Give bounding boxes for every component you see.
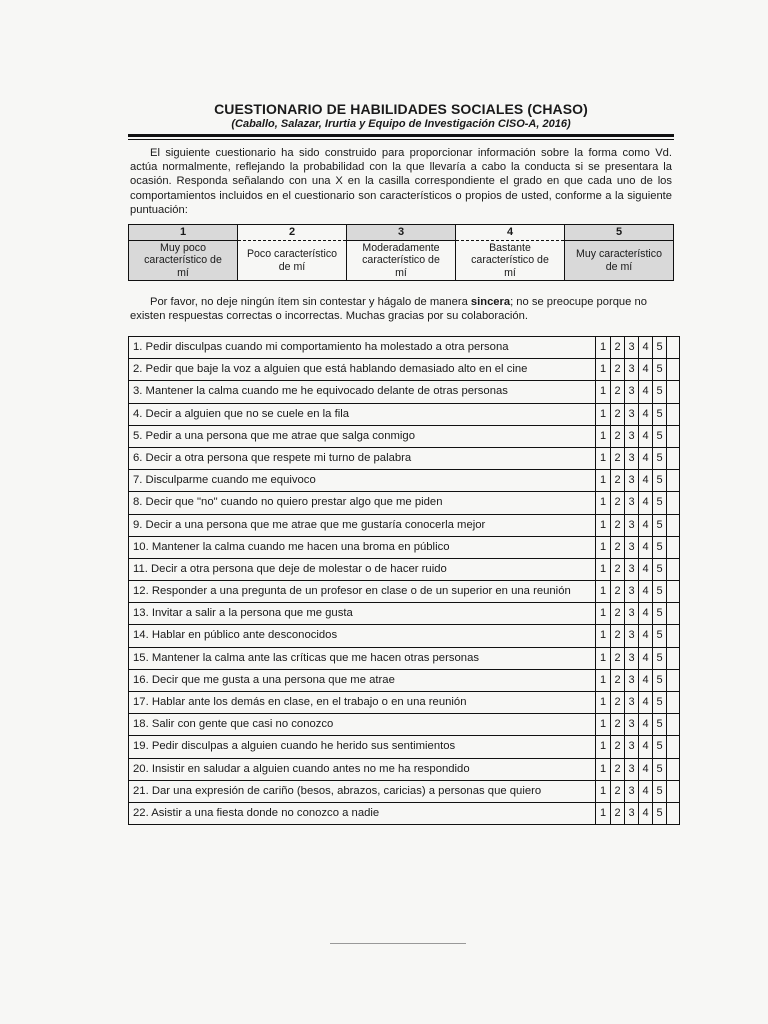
rating-option-3[interactable]: 3	[624, 337, 638, 358]
row-end-cell	[666, 448, 679, 469]
rating-option-3[interactable]: 3	[624, 404, 638, 425]
rating-option-1[interactable]: 1	[599, 496, 607, 509]
rating-option-4[interactable]: 4	[638, 426, 652, 447]
instructions-note	[130, 295, 672, 324]
rating-option-3[interactable]: 3	[624, 426, 638, 447]
row-end-cell	[666, 337, 679, 358]
rating-option-1[interactable]: 1	[599, 585, 607, 598]
rating-option-4[interactable]: 4	[638, 337, 652, 358]
rating-option-3[interactable]: 3	[624, 759, 638, 780]
document-subtitle: (Caballo, Salazar, Irurtia y Equipo de Investigación CISO-A, 2016)	[231, 118, 571, 130]
item-row	[129, 758, 679, 780]
rating-option-3[interactable]: 3	[624, 803, 638, 824]
row-end-cell	[666, 515, 679, 536]
item-options	[595, 803, 666, 824]
item-row	[129, 358, 679, 380]
rating-option-3[interactable]: 3	[624, 670, 638, 691]
item-row	[129, 802, 679, 824]
item-text: 17. Hablar ante los demás en clase, en el trabajo o en una reunión	[133, 696, 467, 708]
rating-option-4[interactable]: 4	[638, 381, 652, 402]
rating-option-4[interactable]: 4	[638, 714, 652, 735]
rating-option-5[interactable]: 5	[652, 625, 666, 646]
rating-option-2[interactable]: 2	[610, 470, 624, 491]
row-end-cell	[666, 603, 679, 624]
scale-number: 1	[129, 225, 237, 241]
rating-option-5[interactable]: 5	[652, 781, 666, 802]
rating-option-1[interactable]: 1	[599, 341, 607, 353]
rating-option-2[interactable]: 2	[610, 404, 624, 425]
rating-option-5[interactable]: 5	[652, 359, 666, 380]
rating-option-4[interactable]: 4	[638, 648, 652, 669]
item-text: 18. Salir con gente que casi no conozco	[133, 718, 334, 731]
scale-number: 4	[456, 225, 564, 241]
rating-option-1[interactable]: 1	[599, 363, 607, 376]
rating-option-1[interactable]: 1	[599, 784, 607, 797]
scale-label: Bastante característico de mí	[471, 241, 549, 279]
scale-column-3	[346, 225, 455, 280]
item-row	[129, 713, 679, 735]
rating-option-1[interactable]: 1	[599, 806, 607, 819]
rating-option-1[interactable]: 1	[599, 718, 607, 731]
note-text-after: ; no se preocupe porque no existen respuestas correctas o incorrectas. Muchas gracias por su colaboración.	[130, 296, 647, 323]
rating-option-5[interactable]: 5	[652, 603, 666, 624]
rating-option-3[interactable]: 3	[624, 736, 638, 757]
rating-option-2[interactable]: 2	[610, 781, 624, 802]
title-rule-thin	[128, 139, 674, 140]
rating-option-3[interactable]: 3	[624, 515, 638, 536]
item-row	[129, 536, 679, 558]
item-row	[129, 624, 679, 646]
rating-option-3[interactable]: 3	[624, 781, 638, 802]
item-row	[129, 647, 679, 669]
rating-option-4[interactable]: 4	[638, 803, 652, 824]
item-row	[129, 380, 679, 402]
item-row	[129, 669, 679, 691]
item-text: 2. Pedir que baje la voz a alguien que está hablando demasiado alto en el cine	[133, 363, 528, 376]
item-options	[595, 470, 666, 491]
item-text: 21. Dar una expresión de cariño (besos, abrazos, caricias) a personas que quiero	[133, 784, 542, 797]
item-row	[129, 691, 679, 713]
rating-option-5[interactable]: 5	[652, 559, 666, 580]
row-end-cell	[666, 559, 679, 580]
scale-number: 2	[238, 225, 346, 241]
item-options	[595, 359, 666, 380]
item-options	[595, 625, 666, 646]
item-text: 20. Insistir en saludar a alguien cuando antes no me ha respondido	[133, 762, 470, 775]
item-row	[129, 469, 679, 491]
rating-option-4[interactable]: 4	[638, 670, 652, 691]
rating-option-3[interactable]: 3	[624, 714, 638, 735]
item-text: 7. Disculparme cuando me equivoco	[133, 474, 316, 487]
rating-option-1[interactable]: 1	[599, 629, 607, 642]
rating-option-2[interactable]: 2	[610, 670, 624, 691]
rating-option-5[interactable]: 5	[652, 515, 666, 536]
rating-option-2[interactable]: 2	[610, 337, 624, 358]
rating-option-3[interactable]: 3	[624, 537, 638, 558]
rating-option-4[interactable]: 4	[638, 759, 652, 780]
scale-label: Muy característico de mí	[565, 241, 673, 280]
rating-option-2[interactable]: 2	[610, 537, 624, 558]
rating-option-2[interactable]: 2	[610, 581, 624, 602]
rating-option-1[interactable]: 1	[599, 651, 607, 664]
rating-option-3[interactable]: 3	[624, 359, 638, 380]
scale-label: Moderadamente característico de mí	[362, 241, 440, 279]
rating-option-3[interactable]: 3	[624, 381, 638, 402]
rating-option-3[interactable]: 3	[624, 603, 638, 624]
item-text: 4. Decir a alguien que no se cuele en la fila	[133, 407, 350, 420]
row-end-cell	[666, 692, 679, 713]
row-end-cell	[666, 581, 679, 602]
item-row	[129, 780, 679, 802]
row-end-cell	[666, 714, 679, 735]
item-options	[595, 736, 666, 757]
rating-option-4[interactable]: 4	[638, 736, 652, 757]
title-rule-thick	[128, 134, 674, 137]
scale-column-5	[564, 225, 673, 280]
row-end-cell	[666, 670, 679, 691]
item-options	[595, 670, 666, 691]
rating-option-1[interactable]: 1	[599, 518, 607, 531]
rating-option-5[interactable]: 5	[652, 381, 666, 402]
intro-paragraph: El siguiente cuestionario ha sido construido para proporcionar información sobre la forma como Vd. actúa normalmente, reflejando la probabilidad con la que llevaría a cabo la conducta si se presentara la ocasión. Responda señalando con una X en la casilla correspondiente el grado en que cada uno de los comportamientos incluidos en el cuestionario son característicos o propios de usted, conforme a la siguiente puntuación:	[130, 147, 672, 216]
item-text: 11. Decir a otra persona que deje de molestar o de hacer ruido	[133, 562, 447, 575]
item-row	[129, 514, 679, 536]
row-end-cell	[666, 537, 679, 558]
item-options	[595, 714, 666, 735]
item-text: 15. Mantener la calma ante las críticas que me hacen otras personas	[133, 651, 479, 664]
rating-option-4[interactable]: 4	[638, 537, 652, 558]
row-end-cell	[666, 359, 679, 380]
row-end-cell	[666, 470, 679, 491]
rating-option-1[interactable]: 1	[599, 762, 607, 775]
rating-option-2[interactable]: 2	[610, 426, 624, 447]
item-text: 8. Decir que "no" cuando no quiero prestar algo que me piden	[133, 496, 443, 509]
item-text: 14. Hablar en público ante desconocidos	[133, 629, 338, 642]
item-options	[595, 426, 666, 447]
rating-option-4[interactable]: 4	[638, 603, 652, 624]
item-row	[129, 602, 679, 624]
row-end-cell	[666, 381, 679, 402]
rating-option-2[interactable]: 2	[610, 603, 624, 624]
item-options	[595, 537, 666, 558]
rating-option-1[interactable]: 1	[599, 540, 607, 553]
scale-label: Muy poco característico de mí	[129, 241, 237, 280]
item-options	[595, 581, 666, 602]
row-end-cell	[666, 648, 679, 669]
rating-option-4[interactable]: 4	[638, 781, 652, 802]
rating-option-4[interactable]: 4	[638, 559, 652, 580]
row-end-cell	[666, 759, 679, 780]
rating-option-1[interactable]: 1	[599, 385, 607, 398]
rating-option-2[interactable]: 2	[610, 736, 624, 757]
scale-number: 5	[565, 225, 673, 241]
rating-option-2[interactable]: 2	[610, 803, 624, 824]
rating-option-4[interactable]: 4	[638, 581, 652, 602]
item-row	[129, 403, 679, 425]
rating-option-5[interactable]: 5	[652, 736, 666, 757]
item-text: 5. Pedir a una persona que me atrae que salga conmigo	[133, 429, 415, 442]
rating-option-3[interactable]: 3	[624, 581, 638, 602]
rating-option-2[interactable]: 2	[610, 625, 624, 646]
row-end-cell	[666, 781, 679, 802]
item-row	[129, 580, 679, 602]
rating-option-2[interactable]: 2	[610, 559, 624, 580]
rating-option-5[interactable]: 5	[652, 670, 666, 691]
rating-option-1[interactable]: 1	[599, 696, 607, 708]
scale-number: 3	[347, 225, 455, 241]
item-text: 10. Mantener la calma cuando me hacen una broma en público	[133, 540, 450, 553]
item-options	[595, 515, 666, 536]
rating-option-5[interactable]: 5	[652, 648, 666, 669]
item-row	[129, 558, 679, 580]
item-options	[595, 781, 666, 802]
item-options	[595, 759, 666, 780]
item-options	[595, 404, 666, 425]
item-row	[129, 447, 679, 469]
rating-option-5[interactable]: 5	[652, 426, 666, 447]
rating-option-5[interactable]: 5	[652, 404, 666, 425]
scale-column-1	[129, 225, 237, 280]
item-text: 1. Pedir disculpas cuando mi comportamiento ha molestado a otra persona	[133, 341, 509, 353]
item-options	[595, 603, 666, 624]
rating-option-4[interactable]: 4	[638, 625, 652, 646]
item-options	[595, 559, 666, 580]
rating-option-4[interactable]: 4	[638, 448, 652, 469]
rating-option-2[interactable]: 2	[610, 448, 624, 469]
rating-option-5[interactable]: 5	[652, 581, 666, 602]
rating-option-4[interactable]: 4	[638, 692, 652, 713]
items-table	[128, 336, 680, 825]
row-end-cell	[666, 736, 679, 757]
rating-option-1[interactable]: 1	[599, 740, 607, 753]
item-options	[595, 648, 666, 669]
document-title: CUESTIONARIO DE HABILIDADES SOCIALES (CHASO)	[214, 101, 588, 117]
item-row	[129, 337, 679, 358]
row-end-cell	[666, 803, 679, 824]
rating-option-4[interactable]: 4	[638, 515, 652, 536]
rating-option-3[interactable]: 3	[624, 470, 638, 491]
rating-option-1[interactable]: 1	[599, 673, 607, 686]
rating-option-1[interactable]: 1	[599, 474, 607, 487]
item-row	[129, 491, 679, 513]
rating-option-3[interactable]: 3	[624, 448, 638, 469]
scale-column-2	[237, 225, 346, 280]
item-text: 6. Decir a otra persona que respete mi turno de palabra	[133, 451, 412, 464]
note-text-before: Por favor, no deje ningún ítem sin contestar y hágalo de manera	[150, 296, 471, 308]
row-end-cell	[666, 426, 679, 447]
item-options	[595, 381, 666, 402]
rating-option-3[interactable]: 3	[624, 559, 638, 580]
item-text: 22. Asistir a una fiesta donde no conozco a nadie	[133, 806, 380, 819]
rating-option-3[interactable]: 3	[624, 625, 638, 646]
rating-scale-table	[128, 224, 674, 281]
rating-option-4[interactable]: 4	[638, 359, 652, 380]
rating-option-5[interactable]: 5	[652, 448, 666, 469]
scale-label: Poco característico de mí	[246, 248, 338, 273]
rating-option-4[interactable]: 4	[638, 470, 652, 491]
rating-option-1[interactable]: 1	[599, 562, 607, 575]
row-end-cell	[666, 492, 679, 513]
item-options	[595, 492, 666, 513]
item-row	[129, 735, 679, 757]
rating-option-2[interactable]: 2	[610, 648, 624, 669]
item-options	[595, 692, 666, 713]
rating-option-5[interactable]: 5	[652, 692, 666, 713]
item-text: 19. Pedir disculpas a alguien cuando he herido sus sentimientos	[133, 740, 456, 753]
item-options	[595, 337, 666, 358]
rating-option-3[interactable]: 3	[624, 492, 638, 513]
rating-option-3[interactable]: 3	[624, 692, 638, 713]
rating-option-2[interactable]: 2	[610, 714, 624, 735]
rating-option-3[interactable]: 3	[624, 648, 638, 669]
rating-option-4[interactable]: 4	[638, 492, 652, 513]
rating-option-2[interactable]: 2	[610, 759, 624, 780]
rating-option-5[interactable]: 5	[652, 492, 666, 513]
rating-option-2[interactable]: 2	[610, 515, 624, 536]
scale-column-4	[455, 225, 564, 280]
rating-option-1[interactable]: 1	[599, 429, 607, 442]
footer-line	[330, 943, 466, 944]
row-end-cell	[666, 625, 679, 646]
item-row	[129, 425, 679, 447]
item-text: 13. Invitar a salir a la persona que me gusta	[133, 607, 353, 620]
rating-option-5[interactable]: 5	[652, 803, 666, 824]
item-text: 9. Decir a una persona que me atrae que me gustaría conocerla mejor	[133, 518, 486, 531]
row-end-cell	[666, 404, 679, 425]
rating-option-5[interactable]: 5	[652, 470, 666, 491]
item-text: 3. Mantener la calma cuando me he equivocado delante de otras personas	[133, 385, 508, 398]
item-text: 16. Decir que me gusta a una persona que me atrae	[133, 673, 395, 686]
rating-option-1[interactable]: 1	[599, 607, 607, 620]
rating-option-2[interactable]: 2	[610, 492, 624, 513]
rating-option-1[interactable]: 1	[599, 451, 607, 464]
rating-option-1[interactable]: 1	[599, 407, 607, 420]
rating-option-2[interactable]: 2	[610, 381, 624, 402]
rating-option-5[interactable]: 5	[652, 714, 666, 735]
rating-option-2[interactable]: 2	[610, 359, 624, 380]
rating-option-4[interactable]: 4	[638, 404, 652, 425]
item-options	[595, 448, 666, 469]
rating-option-5[interactable]: 5	[652, 337, 666, 358]
note-emphasis: sincera	[470, 296, 511, 308]
rating-option-2[interactable]: 2	[610, 692, 624, 713]
rating-option-5[interactable]: 5	[652, 759, 666, 780]
rating-option-5[interactable]: 5	[652, 537, 666, 558]
item-text: 12. Responder a una pregunta de un profesor en clase o de un superior en una reunión	[133, 585, 571, 598]
